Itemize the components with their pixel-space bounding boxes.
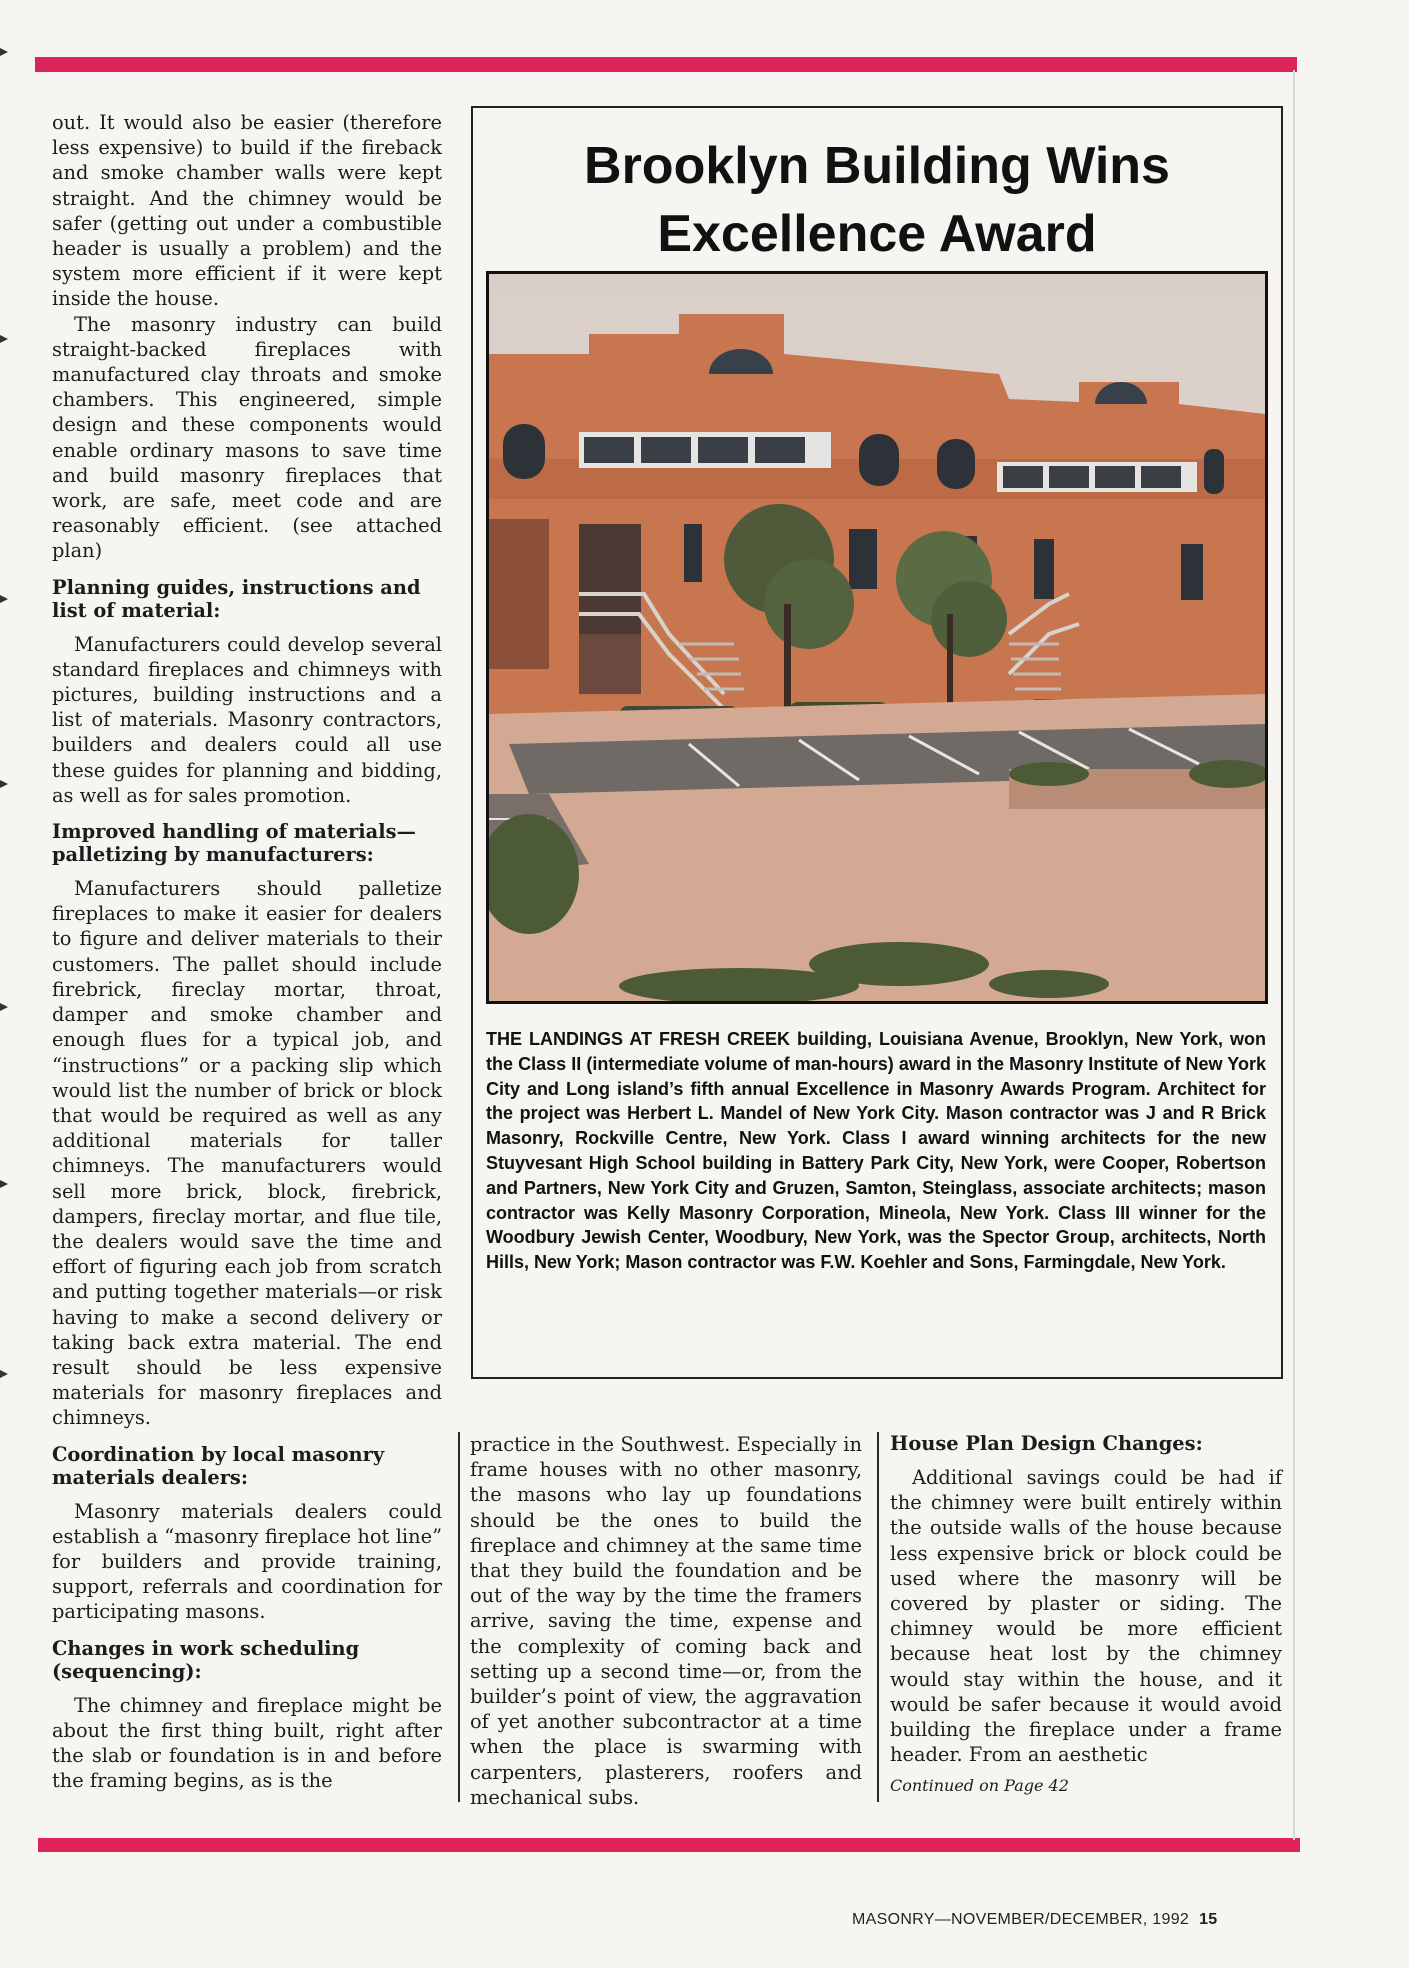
sidebar-headline (471, 132, 1283, 268)
body-paragraph: Masonry materials dealers could establish a “masonry fireplace hot line” for builders and provide training, support, referrals and coordination for participating masons. (52, 1499, 442, 1624)
margin-mark (0, 335, 8, 343)
building-photo (486, 271, 1268, 1004)
margin-mark (0, 1003, 8, 1011)
body-paragraph: out. It would also be easier (therefore less expensive) to build if the fireback and smoke chamber walls were kept straight. And the chimney would be safer (getting out under a combustible header is usually a problem) and the system more efficient if it were kept inside the house. (52, 111, 442, 311)
article-column-right (890, 1432, 1282, 1799)
page-number: 15 (1199, 1911, 1218, 1928)
margin-mark (0, 780, 8, 788)
section-heading: House Plan Design Changes: (890, 1432, 1203, 1455)
section-heading: Coordination by local masonry materials dealers: (52, 1442, 385, 1489)
article-column-left (52, 110, 442, 1793)
body-paragraph: Additional savings could be had if the chimney were built entirely within the outside walls of the house because less expensive brick or block could be used where the masonry will be covered by plaster or siding. The chimney would be more efficient because heat lost by the chimney would stay within the house, and it would be safer because it would avoid building the fireplace under a frame header. From an aesthetic (890, 1466, 1282, 1767)
headline-line-2: Excellence Award (657, 205, 1097, 263)
margin-mark (0, 1180, 8, 1188)
article-column-middle (470, 1432, 862, 1810)
body-paragraph: Manufacturers should palletize fireplaces to make it easier for dealers to figure and deliver materials to their customers. The pallet should include firebrick, fireclay mortar, throat, damper and smoke chamber and enough flues for a typical job, and “instructions” or a packing slip which would list the number of brick or block that would be required as well as any additional materials for taller chimneys. The manufacturers would sell more brick, block, firebrick, dampers, fireclay mortar, and flue tile, the dealers would save the time and effort of figuring each job from scratch and putting together materials—or risk having to make a second delivery or taking back extra material. The end result should be less expensive materials for masonry fireplaces and chimneys. (52, 877, 442, 1430)
section-heading: Changes in work scheduling (sequencing): (52, 1636, 360, 1683)
section-heading: Improved handling of materials—palletizing by manufacturers: (52, 820, 416, 867)
margin-mark (0, 1370, 8, 1378)
page-edge (1293, 70, 1295, 1840)
footer-magazine: MASONRY—NOVEMBER/DECEMBER, 1992 (852, 1911, 1190, 1928)
page-footer (852, 1911, 1218, 1929)
body-paragraph: Manufacturers could develop several standard fireplaces and chimneys with pictures, building instructions and a list of materials. Masonry contractors, builders and dealers could all use these guides for planning and bidding, as well as for sales promotion. (52, 632, 442, 807)
body-paragraph: The masonry industry can build straight-backed fireplaces with manufactured clay throats and smoke chambers. This engineered, simple design and these components would enable ordinary masons to save time and build masonry fireplaces that work, are safe, meet code and are reasonably efficient. (see attached plan) (52, 312, 442, 563)
body-paragraph: The chimney and fireplace might be about the first thing built, right after the slab or foundation is in and before the framing begins, as is the (52, 1693, 442, 1793)
body-paragraph: practice in the Southwest. Especially in frame houses with no other masonry, the masons who lay up foundations should be the ones to build the fireplace and chimney at the same time that they build the foundation and be out of the way by the time the framers arrive, saving the time, expense and the complexity of coming back and setting up a second time—or, from the builder’s point of view, the aggravation of yet another subcontractor at a time when the place is swarming with carpenters, plasterers, roofers and mechanical subs. (470, 1433, 862, 1809)
bottom-accent-rule (38, 1838, 1300, 1852)
top-accent-rule (35, 57, 1297, 72)
column-divider (877, 1432, 879, 1802)
photo-caption: THE LANDINGS AT FRESH CREEK building, Louisiana Avenue, Brooklyn, New York, won the Class II (intermediate volume of man-hours) award in the Masonry Institute of New York City and Long island’s fifth annual Excellence in Masonry Awards Program. Architect for the project was Herbert L. Mandel of New York City. Mason contractor was J and R Brick Masonry, Rockville Centre, New York. Class I award winning architects for the new Stuyvesant High School building in Battery Park City, New York, were Cooper, Robertson and Partners, New York City and Gruzen, Samton, Steinglass, associate architects; mason contractor was Kelly Masonry Corporation, Mineola, New York. Class III winner for the Woodbury Jewish Center, Woodbury, New York, was the Spector Group, architects, North Hills, New York; Mason contractor was F.W. Koehler and Sons, Farmingdale, New York. (486, 1029, 1266, 1273)
headline-line-1: Brooklyn Building Wins (584, 137, 1170, 195)
continued-note: Continued on Page 42 (890, 1776, 1069, 1796)
section-heading: Planning guides, instructions and list of material: (52, 575, 421, 622)
building-illustration (489, 274, 1265, 1001)
margin-mark (0, 595, 8, 603)
margin-mark (0, 48, 8, 56)
column-divider (458, 1432, 460, 1802)
